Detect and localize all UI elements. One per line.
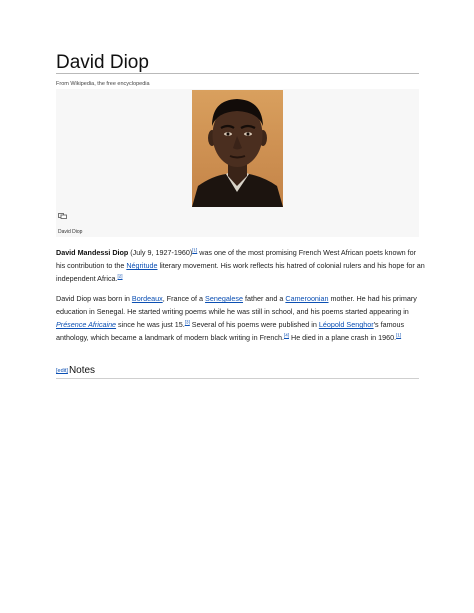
- reference-5[interactable]: [1]: [396, 332, 402, 338]
- link-leopold-senghor[interactable]: Léopold Senghor: [318, 320, 374, 329]
- portrait-illustration: [192, 90, 283, 207]
- section-divider: [56, 378, 419, 379]
- title-divider: [56, 73, 419, 74]
- reference-3[interactable]: [3]: [184, 319, 190, 325]
- edit-section-link[interactable]: [edit]: [56, 368, 68, 374]
- reference-4[interactable]: [4]: [283, 332, 289, 338]
- lead-paragraph: David Mandessi Diop (July 9, 1927-1960)[1] was one of the most promising French West African poets known for his contribution to the Négritude literary movement. His work reflects his hatred of colonial rulers and his hope for an independent Africa.[2]: [56, 247, 425, 283]
- site-tagline: From Wikipedia, the free encyclopedia: [56, 81, 150, 87]
- biography-paragraph: David Diop was born in Bordeaux, France of a Senegalese father and a Cameroonian mother. He had his primary education in Senegal. He started writing poems while he was still in school, and his poems started appearing in Présence Africaine since he was just 15.[3] Several of his poems were published in Léopold Senghor's famous anthology, which became a landmark of modern black writing in French.[4] He died in a plane crash in 1960.[1]: [56, 294, 417, 342]
- magnify-clip-icon[interactable]: [58, 213, 67, 219]
- section-title: Notes: [68, 365, 96, 376]
- reference-1[interactable]: [1]: [192, 247, 198, 253]
- reference-2[interactable]: [2]: [117, 273, 123, 279]
- image-caption: David Diop: [58, 229, 83, 235]
- link-bordeaux[interactable]: Bordeaux: [131, 294, 163, 303]
- link-senegalese[interactable]: Senegalese: [205, 294, 244, 303]
- link-presence-africaine[interactable]: Présence Africaine: [56, 320, 117, 329]
- subject-name: David Mandessi Diop: [56, 248, 129, 257]
- portrait-photo[interactable]: [192, 90, 283, 207]
- link-negritude[interactable]: Négritude: [126, 261, 158, 270]
- section-heading-notes: [56, 365, 95, 376]
- page-title: David Diop: [56, 52, 149, 73]
- link-cameroonian[interactable]: Cameroonian: [285, 294, 329, 303]
